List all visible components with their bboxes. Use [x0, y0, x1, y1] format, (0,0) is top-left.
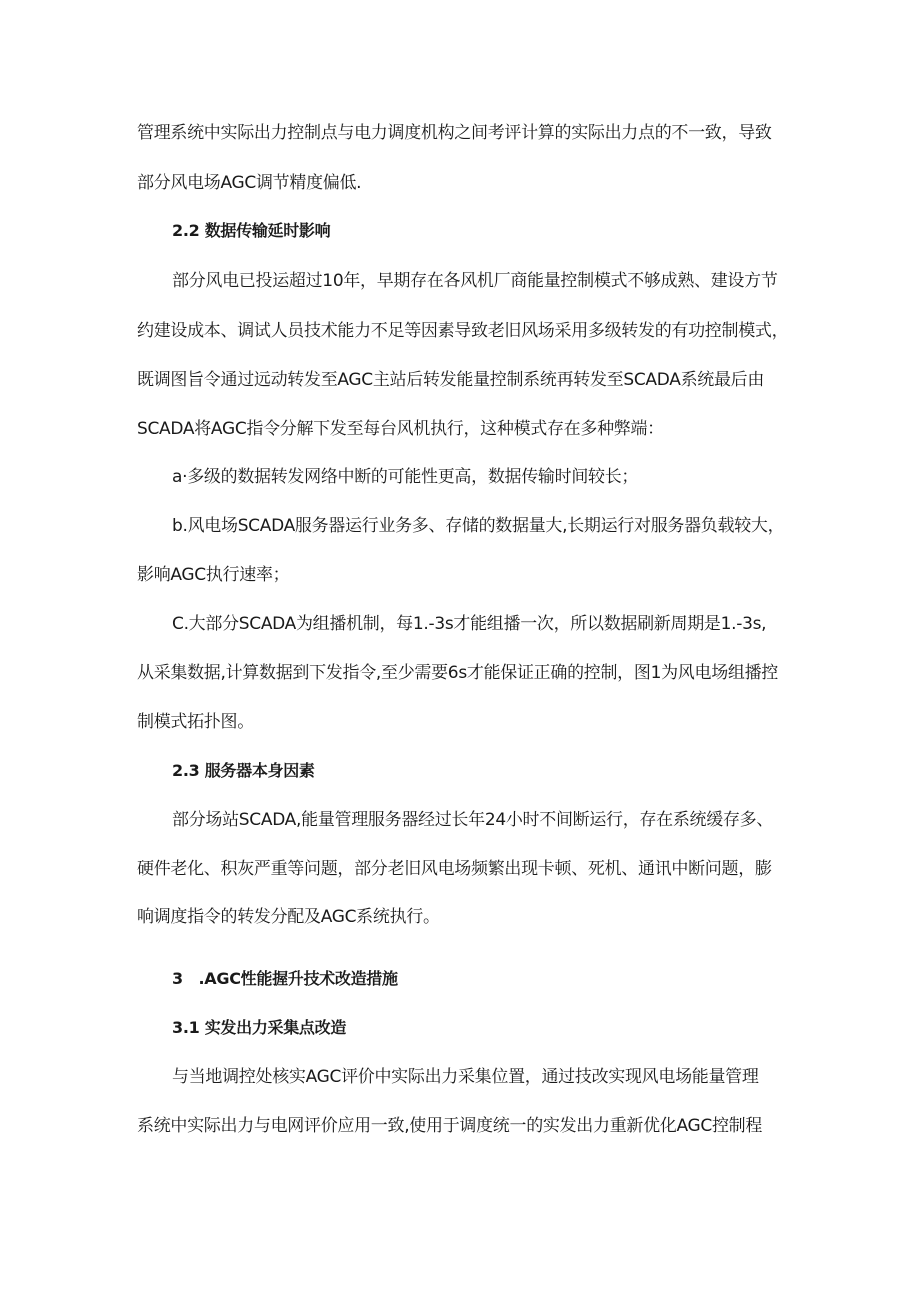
- paragraph-line: 部分场站SCADA,能量管理服务器经过长年24小时不间断运行，存在系统缓存多、: [172, 810, 774, 830]
- list-item-b: b.风电场SCADA服务器运行业务多、存储的数据量大,长期运行对服务器负载较大，: [172, 516, 785, 536]
- section-heading-3: 3 .AGC性能握升技术改造措施: [172, 969, 398, 988]
- list-item-c: C.大部分SCADA为组播机制，每1.-3s才能组播一次，所以数据刷新周期是1.-3s,: [172, 614, 767, 634]
- section-heading-2-2: 2.2 数据传输延时影响: [172, 221, 331, 240]
- paragraph-line: 影响AGC执行速率；: [137, 565, 290, 585]
- list-item-a: a·多级的数据转发网络中断的可能性更高，数据传输时间较长；: [172, 467, 639, 487]
- paragraph-line: 部分风电场AGC调节精度偏低.: [137, 173, 362, 193]
- section-heading-3-1: 3.1 实发出力采集点改造: [172, 1018, 347, 1037]
- paragraph-line: 系统中实际出力与电网评价应用一致,使用于调度统一的实发出力重新优化AGC控制程: [137, 1116, 763, 1136]
- paragraph-line: 与当地调控处核实AGC评价中实际出力采集位置，通过技改实现风电场能量管理: [172, 1067, 759, 1087]
- paragraph-line: 既调图旨令通过远动转发至AGC主站后转发能量控制系统再转发至SCADA系统最后由: [137, 370, 765, 390]
- paragraph-line: 部分风电已投运超过10年，早期存在各风机厂商能量控制模式不够成熟、建设方节: [172, 271, 778, 291]
- section-heading-2-3: 2.3 服务器本身因素: [172, 761, 315, 780]
- paragraph-line: 从采集数据,计算数据到下发指令,至少需要6s才能保证正确的控制，图1为风电场组播控: [137, 663, 778, 683]
- paragraph-line: 响调度指令的转发分配及AGC系统执行。: [137, 907, 440, 927]
- paragraph-line: 约建设成本、调试人员技术能力不足等因素导致老旧风场采用多级转发的有功控制模式，: [137, 321, 789, 341]
- paragraph-line: 管理系统中实际出力控制点与电力调度机构之间考评计算的实际出力点的不一致，导致: [137, 123, 772, 143]
- paragraph-line: 硬件老化、积灰严重等问题，部分老旧风电场频繁出现卡顿、死机、通讯中断问题，膨: [137, 859, 772, 879]
- paragraph-line: 制模式拓扑图。: [137, 712, 254, 732]
- paragraph-line: SCADA将AGC指令分解下发至每台风机执行，这种模式存在多种弊端：: [137, 419, 664, 439]
